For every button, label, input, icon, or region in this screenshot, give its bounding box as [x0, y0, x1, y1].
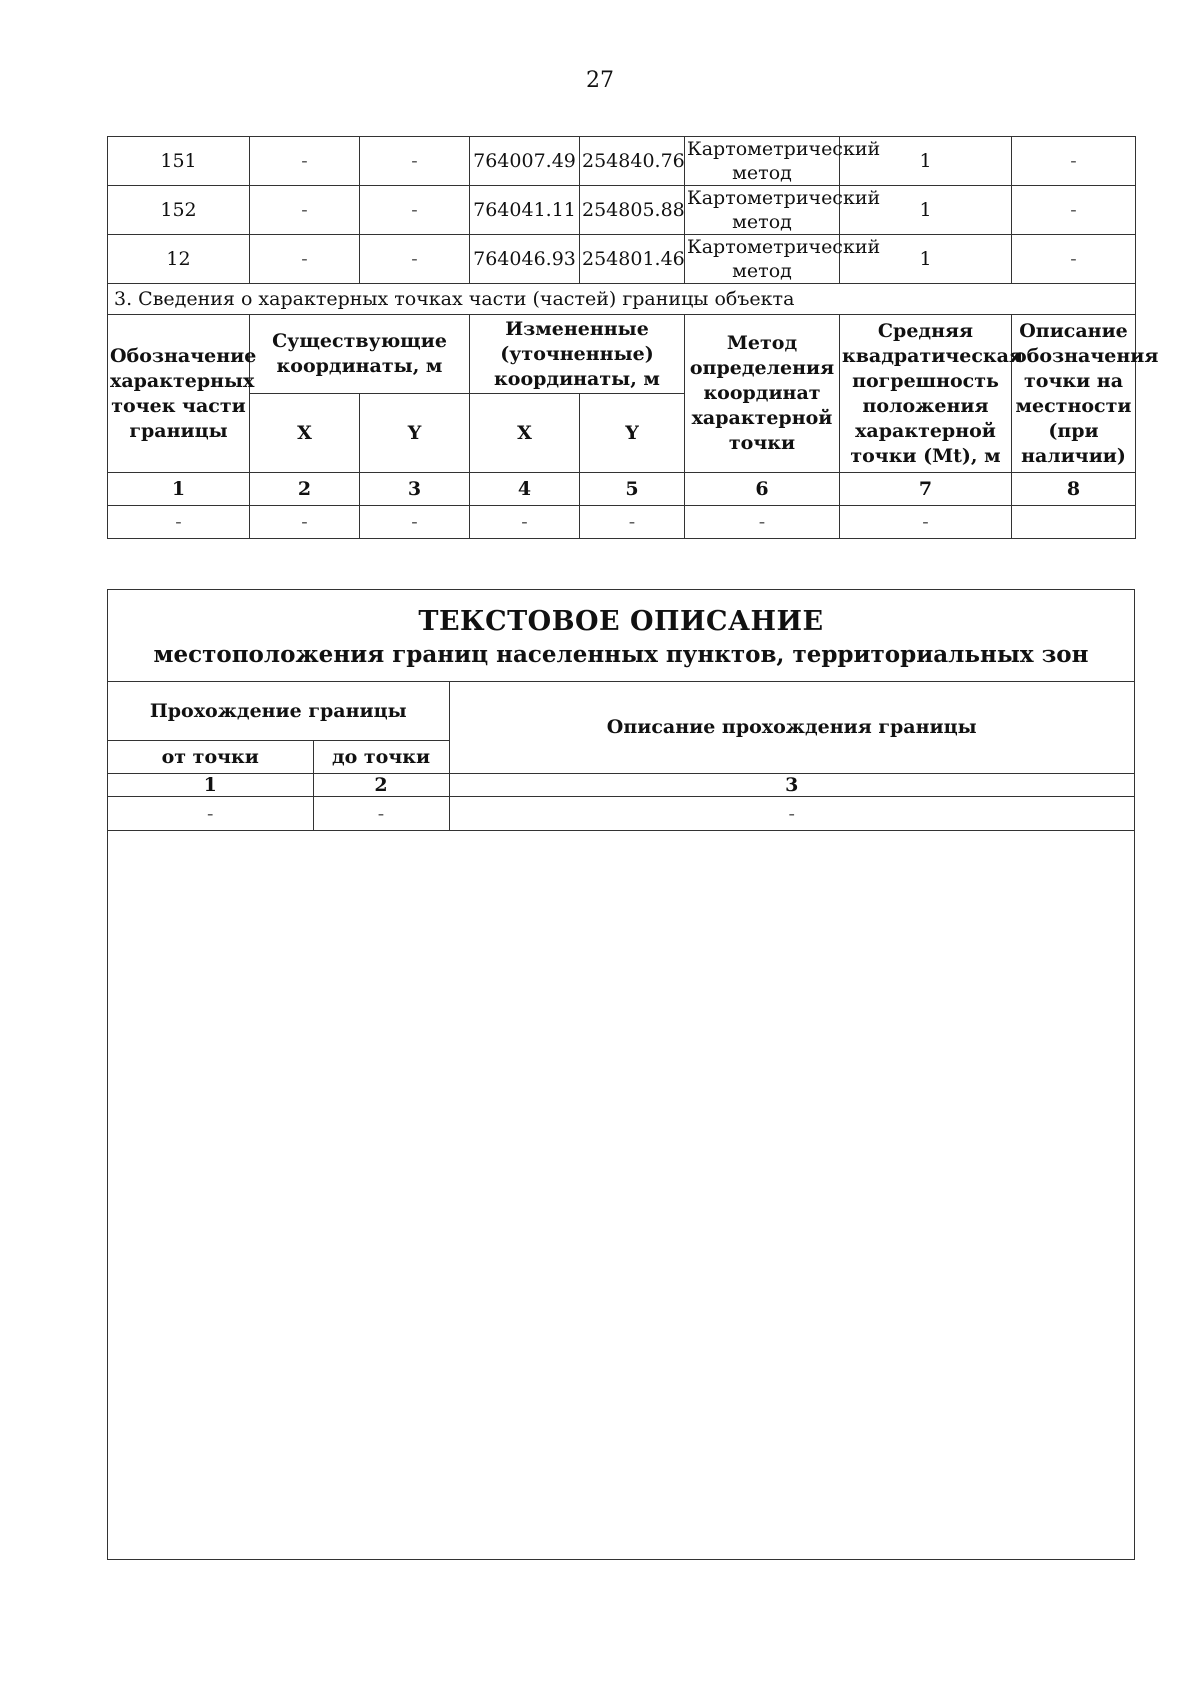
point-description-cell: - [1012, 137, 1136, 186]
text-description-title: ТЕКСТОВОЕ ОПИСАНИЕ [418, 606, 824, 637]
point-row [108, 186, 1136, 235]
header-passage: Прохождение границы [108, 682, 449, 741]
header-x-existing: X [250, 394, 360, 473]
empty-cell: - [840, 506, 1012, 539]
empty-cell [1012, 506, 1136, 539]
point-number-cell: 12 [108, 235, 250, 284]
y-changed-cell: 254805.88 [580, 186, 685, 235]
header-changed-coords: Измененные (уточненные) координаты, м [470, 315, 685, 394]
x-changed-cell: 764041.11 [470, 186, 580, 235]
empty-cell: - [108, 506, 250, 539]
y-existing-cell: - [360, 186, 470, 235]
header-designation: Обозначение характерных точек части границы [108, 315, 250, 473]
empty-cell: - [360, 506, 470, 539]
y-existing-cell: - [360, 235, 470, 284]
accuracy-cell: 1 [840, 235, 1012, 284]
method-cell: Картометрический метод [685, 235, 840, 284]
column-number: 1 [108, 774, 313, 797]
column-number-row [108, 774, 1134, 797]
column-number: 2 [313, 774, 449, 797]
column-number-row [108, 473, 1136, 506]
text-description-heading [108, 590, 1134, 682]
accuracy-cell: 1 [840, 137, 1012, 186]
point-row [108, 137, 1136, 186]
column-number: 8 [1012, 473, 1136, 506]
header-method: Метод определения координат характерной точки [685, 315, 840, 473]
header-accuracy: Средняя квадратическая погрешность положения характерной точки (Mt), м [840, 315, 1012, 473]
header-to-point: до точки [313, 741, 449, 774]
empty-cell: - [580, 506, 685, 539]
text-description-subtitle: местоположения границ населенных пунктов, территориальных зон [153, 641, 1089, 668]
x-existing-cell: - [250, 235, 360, 284]
text-description-frame [107, 589, 1135, 1560]
header-from-point: от точки [108, 741, 313, 774]
column-number: 3 [449, 774, 1134, 797]
header-x-changed: X [470, 394, 580, 473]
y-changed-cell: 254801.46 [580, 235, 685, 284]
x-changed-cell: 764007.49 [470, 137, 580, 186]
column-number: 1 [108, 473, 250, 506]
column-number: 5 [580, 473, 685, 506]
point-description-cell: - [1012, 235, 1136, 284]
column-number: 6 [685, 473, 840, 506]
header-y-changed: Y [580, 394, 685, 473]
x-existing-cell: - [250, 186, 360, 235]
empty-cell: - [250, 506, 360, 539]
header-description: Описание обозначения точки на местности (при наличии) [1012, 315, 1136, 473]
y-changed-cell: 254840.76 [580, 137, 685, 186]
column-number: 2 [250, 473, 360, 506]
empty-data-row [108, 797, 1134, 831]
empty-cell: - [470, 506, 580, 539]
x-changed-cell: 764046.93 [470, 235, 580, 284]
empty-data-row [108, 506, 1136, 539]
empty-cell: - [313, 797, 449, 831]
point-description-cell: - [1012, 186, 1136, 235]
y-existing-cell: - [360, 137, 470, 186]
empty-cell: - [685, 506, 840, 539]
section-title: 3. Сведения о характерных точках части (частей) границы объекта [108, 284, 1136, 315]
column-number: 7 [840, 473, 1012, 506]
column-number: 4 [470, 473, 580, 506]
method-cell: Картометрический метод [685, 186, 840, 235]
empty-cell: - [449, 797, 1134, 831]
method-cell: Картометрический метод [685, 137, 840, 186]
column-number: 3 [360, 473, 470, 506]
header-existing-coords: Существующие координаты, м [250, 315, 470, 394]
accuracy-cell: 1 [840, 186, 1012, 235]
point-number-cell: 151 [108, 137, 250, 186]
header-y-existing: Y [360, 394, 470, 473]
point-row [108, 235, 1136, 284]
coordinates-table [107, 136, 1159, 539]
page-number: 27 [586, 68, 614, 93]
point-number-cell: 152 [108, 186, 250, 235]
empty-cell: - [108, 797, 313, 831]
header-passage-description: Описание прохождения границы [449, 682, 1134, 774]
boundary-description-table [108, 682, 1134, 831]
x-existing-cell: - [250, 137, 360, 186]
